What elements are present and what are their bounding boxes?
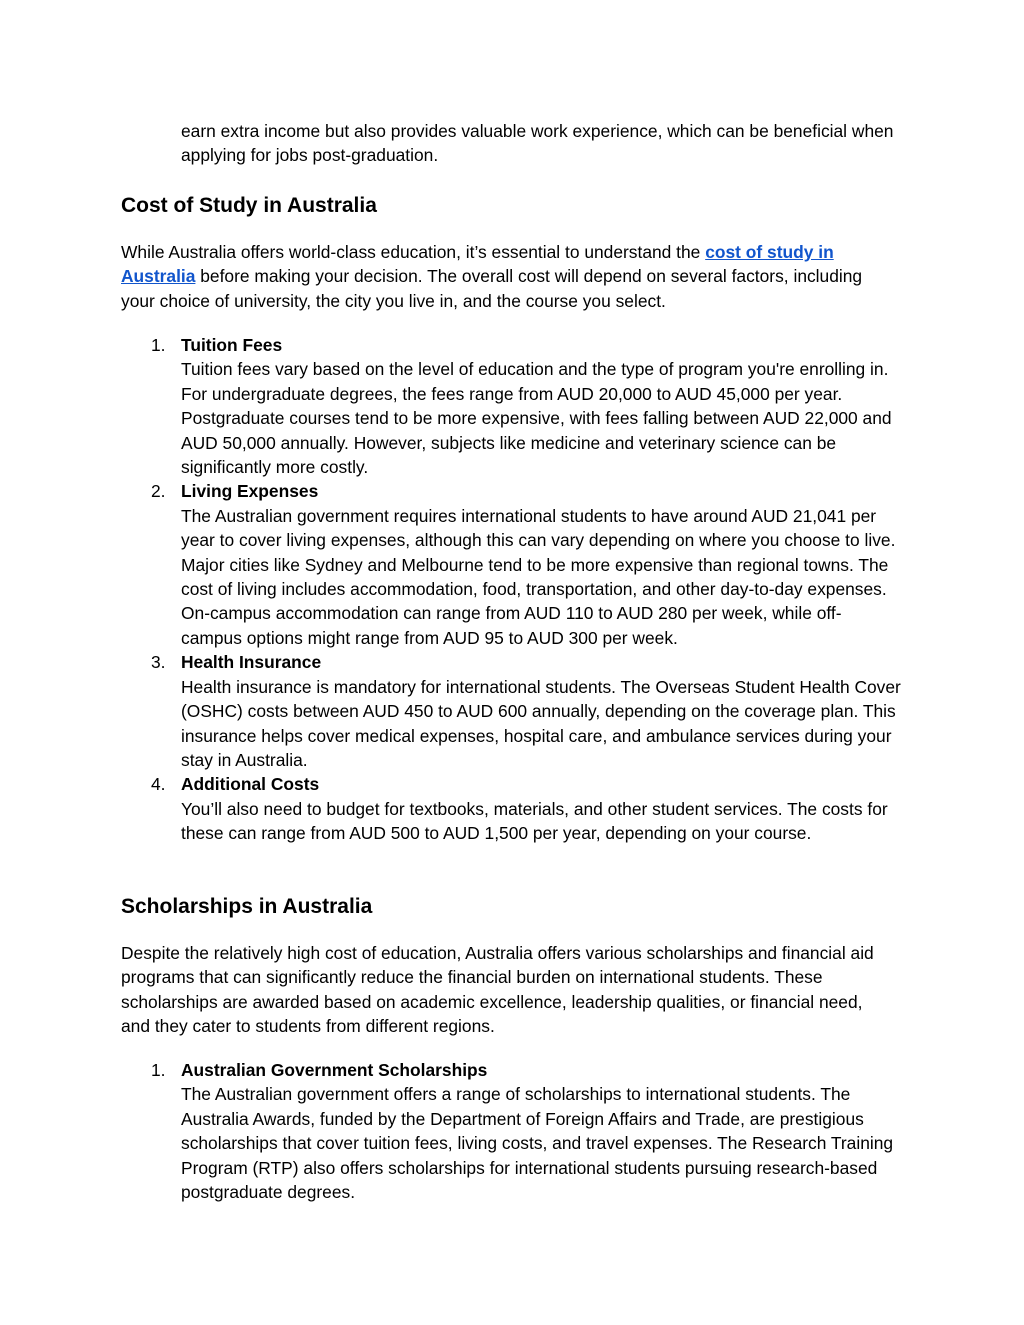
list-number: 3. bbox=[151, 652, 166, 673]
list-item bbox=[121, 1058, 921, 1204]
list-item bbox=[121, 650, 921, 772]
cost-intro-before: While Australia offers world-class education, it’s essential to understand the bbox=[121, 242, 706, 262]
cost-intro-after: before making your decision. The overall cost will depend on several factors, including your choice of university, the city you live in, and the course you select. bbox=[121, 266, 863, 311]
list-item-title: Additional Costs bbox=[181, 774, 320, 795]
list-item-body: You’ll also need to budget for textbooks, materials, and other student services. The costs for these can range from AUD 500 to AUD 1,500 per year, depending on your course. bbox=[181, 798, 888, 844]
list-item-body: The Australian government requires international students to have around AUD 21,041 per year to cover living expenses, although this can vary depending on where you choose to live. Major cities like Sydney and Melbourne tend to be more expensive than regional towns. The cost of living includes accommodation, food, transportation, and other day-to-day expenses. On-campus accommodation can range from AUD 110 to AUD 280 per week, while off-campus options might range from AUD 95 to AUD 300 per week. bbox=[181, 505, 896, 648]
cost-of-study-link[interactable]: cost of study in Australia bbox=[121, 242, 834, 287]
list-number: 1. bbox=[151, 335, 166, 355]
scholarship-list bbox=[121, 1058, 921, 1204]
list-item bbox=[121, 772, 921, 845]
list-item-title: Australian Government Scholarships bbox=[181, 1060, 488, 1080]
list-number: 2. bbox=[151, 481, 166, 502]
list-item-title: Health Insurance bbox=[181, 652, 322, 673]
continuation-paragraph: earn extra income but also provides valuable work experience, which can be beneficial when applying for jobs post-graduation. bbox=[181, 121, 894, 166]
list-number: 4. bbox=[151, 774, 166, 795]
list-item bbox=[121, 333, 921, 479]
list-item-title: Living Expenses bbox=[181, 481, 319, 502]
list-item-title: Tuition Fees bbox=[181, 335, 283, 355]
list-item-body: Health insurance is mandatory for international students. The Overseas Student Health Cover (OSHC) costs between AUD 450 to AUD 600 annually, depending on the coverage plan. This insurance helps cover medical expenses, hospital care, and ambulance services during your stay in Australia. bbox=[181, 676, 901, 770]
list-item-body: The Australian government offers a range of scholarships to international students. The Australia Awards, funded by the Department of Foreign Affairs and Trade, are prestigious scholarships that cover tuition fees, living costs, and travel expenses. The Research Training Program (RTP) also offers scholarships for international students pursuing research-based postgraduate degrees. bbox=[181, 1084, 894, 1203]
list-item-body: Tuition fees vary based on the level of education and the type of program you're enrolling in. For undergraduate degrees, the fees range from AUD 20,000 to AUD 45,000 per year. Postgraduate courses tend to be more expensive, with fees falling between AUD 22,000 and AUD 50,000 annually. However, subjects like medicine and veterinary science can be significantly more costly. bbox=[181, 359, 892, 478]
cost-list bbox=[121, 333, 921, 846]
scholarship-intro-paragraph: Despite the relatively high cost of education, Australia offers various scholarships and financial aid programs that can significantly reduce the financial burden on international students. These scholarships are awarded based on academic excellence, leadership qualities, or financial need, and they cater to students from different regions. bbox=[121, 943, 874, 1037]
cost-section-heading: Cost of Study in Australia bbox=[121, 194, 377, 217]
cost-intro-paragraph bbox=[121, 240, 891, 313]
scholarship-section-heading: Scholarships in Australia bbox=[121, 895, 373, 918]
list-number: 1. bbox=[151, 1060, 166, 1080]
list-item bbox=[121, 479, 921, 650]
